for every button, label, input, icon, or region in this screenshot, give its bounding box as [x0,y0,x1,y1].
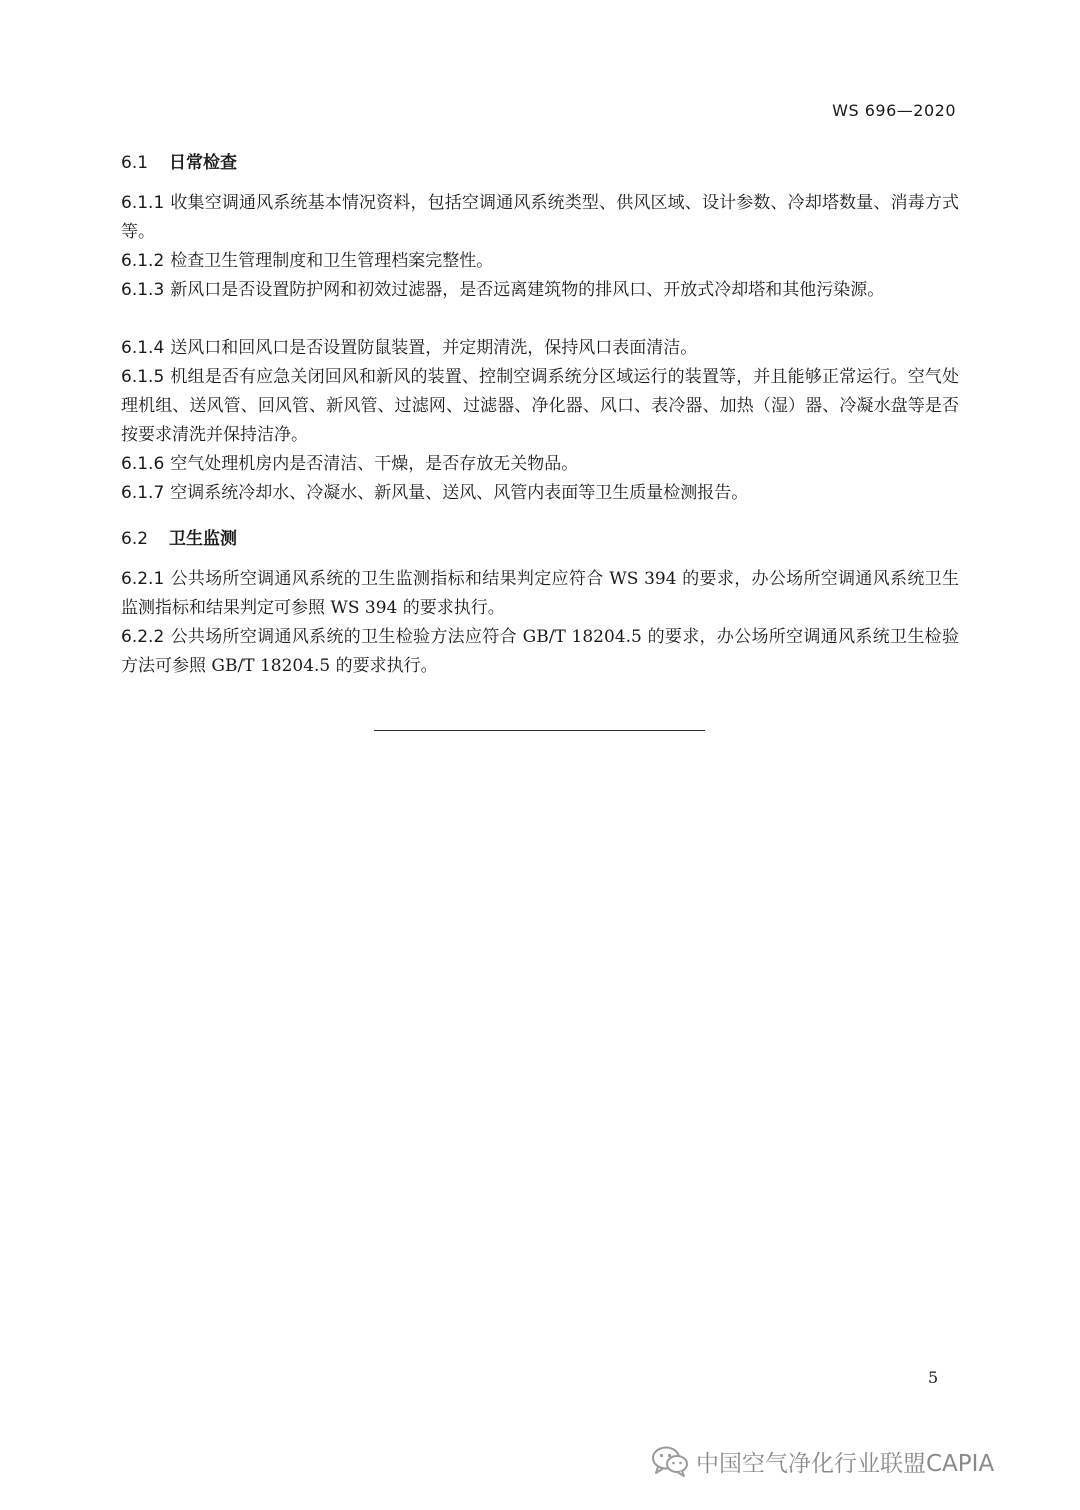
section-number: 6.2 [121,529,149,549]
clause-text: 收集空调通风系统基本情况资料，包括空调通风系统类型、供风区域、设计参数、冷却塔数量、消毒方式等。 [121,193,959,242]
clause-number: 6.1.1 [121,193,165,213]
clause-number: 6.1.3 [121,280,165,300]
clause-6-1-7 [121,479,959,508]
section-heading-6-1 [121,148,237,173]
clause-text: 空气处理机房内是否清洁、干燥，是否存放无关物品。 [170,454,579,474]
clause-6-1-3 [121,276,959,305]
clause-text: 公共场所空调通风系统的卫生检验方法应符合 GB/T 18204.5 的要求，办公场所空调通风系统卫生检验方法可参照 GB/T 18204.5 的要求执行。 [121,627,959,676]
clause-text: 公共场所空调通风系统的卫生监测指标和结果判定应符合 WS 394 的要求，办公场所空调通风系统卫生监测指标和结果判定可参照 WS 394 的要求执行。 [121,569,959,618]
clause-6-1-1 [121,189,959,247]
section-title: 日常检查 [169,153,237,173]
clause-number: 6.1.2 [121,251,165,271]
clause-6-1-2 [121,247,959,276]
section-title: 卫生监测 [169,529,237,549]
section-number: 6.1 [121,153,149,173]
clause-6-1-6 [121,450,959,479]
clause-6-2-2 [121,623,959,681]
wechat-icon [650,1444,690,1478]
clause-number: 6.2.1 [121,569,165,589]
clause-6-1-5 [121,363,959,450]
clause-number: 6.1.7 [121,483,165,503]
clause-text: 新风口是否设置防护网和初效过滤器，是否远离建筑物的排风口、开放式冷却塔和其他污染源。 [170,280,885,300]
clause-text: 送风口和回风口是否设置防鼠装置，并定期清洗，保持风口表面清洁。 [170,338,698,358]
watermark [650,1441,994,1481]
clause-text: 检查卫生管理制度和卫生管理档案完整性。 [170,251,494,271]
document-code: WS 696—2020 [832,101,956,120]
end-of-document-rule [374,730,705,731]
watermark-text: 中国空气净化行业联盟CAPIA [696,1450,995,1477]
clause-6-2-1 [121,565,959,623]
clause-text: 机组是否有应急关闭回风和新风的装置、控制空调系统分区域运行的装置等，并且能够正常运行。空气处理机组、送风管、回风管、新风管、过滤网、过滤器、净化器、风口、表冷器、加热（湿）器、冷凝水盘等是否按要求清洗并保持洁净。 [121,367,959,445]
section-heading-6-2 [121,524,237,549]
clause-number: 6.1.4 [121,338,165,358]
clause-text: 空调系统冷却水、冷凝水、新风量、送风、风管内表面等卫生质量检测报告。 [170,483,749,503]
page-number: 5 [928,1368,939,1387]
clause-number: 6.1.6 [121,454,165,474]
clause-6-1-4 [121,334,959,363]
clause-number: 6.2.2 [121,627,165,647]
clause-number: 6.1.5 [121,367,165,387]
